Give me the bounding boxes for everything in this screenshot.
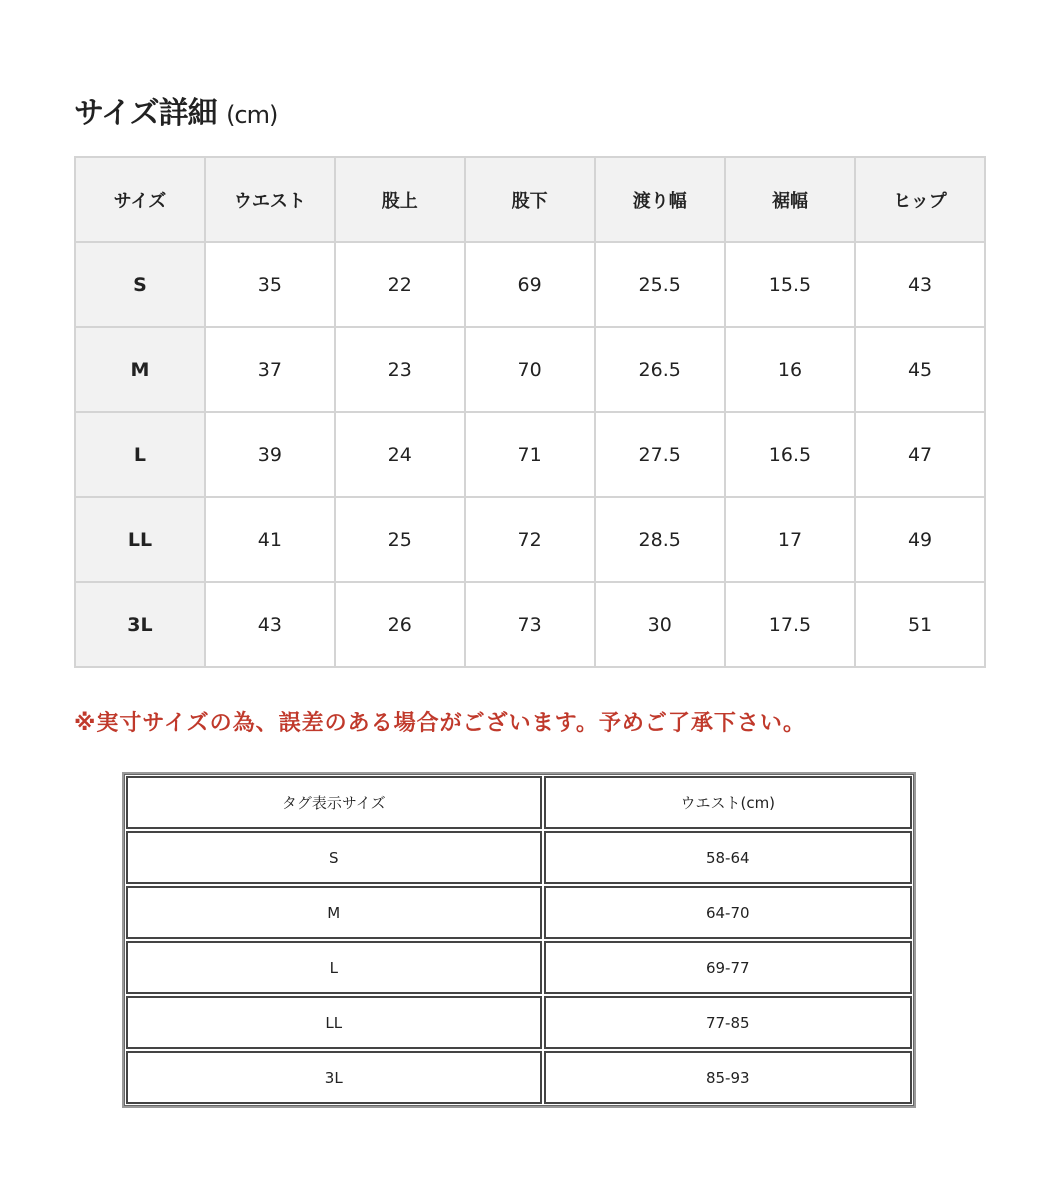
table-header-row [75,157,985,242]
table-cell: 64-70 [544,886,912,939]
size-label-cell: S [75,242,205,327]
table-row [75,242,985,327]
table-cell: 35 [205,242,335,327]
table-cell: L [126,941,542,994]
table-cell: 49 [855,497,985,582]
header-cell: 股上 [335,157,465,242]
table-cell: 27.5 [595,412,725,497]
table-cell: 24 [335,412,465,497]
table-cell: 30 [595,582,725,667]
table-cell: 41 [205,497,335,582]
header-cell: サイズ [75,157,205,242]
table-cell: 25 [335,497,465,582]
table-cell: 69-77 [544,941,912,994]
table-row [126,886,912,939]
table-header-row [126,776,912,829]
table-cell: 71 [465,412,595,497]
table-cell: 45 [855,327,985,412]
size-label-cell: L [75,412,205,497]
table-cell: 72 [465,497,595,582]
header-cell: ウエスト(cm) [544,776,912,829]
table-cell: 77-85 [544,996,912,1049]
table-cell: 15.5 [725,242,855,327]
header-cell: ウエスト [205,157,335,242]
table-cell: 51 [855,582,985,667]
table-cell: 69 [465,242,595,327]
table-row [75,582,985,667]
table-cell: 58-64 [544,831,912,884]
table-cell: M [126,886,542,939]
table-cell: 70 [465,327,595,412]
table-row [75,327,985,412]
table-cell: 25.5 [595,242,725,327]
size-label-cell: LL [75,497,205,582]
table-cell: 73 [465,582,595,667]
header-cell: 股下 [465,157,595,242]
table-cell: 39 [205,412,335,497]
table-cell: 17.5 [725,582,855,667]
table-cell: 23 [335,327,465,412]
size-detail-table [74,156,986,668]
table-cell: 47 [855,412,985,497]
table-cell: LL [126,996,542,1049]
size-label-cell: M [75,327,205,412]
header-cell: ヒップ [855,157,985,242]
header-cell: タグ表示サイズ [126,776,542,829]
table-cell: 85-93 [544,1051,912,1104]
table-cell: 28.5 [595,497,725,582]
table-row [126,1051,912,1104]
table-cell: 16.5 [725,412,855,497]
size-label-cell: 3L [75,582,205,667]
table-cell: 3L [126,1051,542,1104]
table-row [126,941,912,994]
table-cell: 26 [335,582,465,667]
title-text: サイズ詳細 [74,96,217,131]
table-cell: 43 [855,242,985,327]
table-row [126,831,912,884]
header-cell: 裾幅 [725,157,855,242]
title-unit: (cm) [226,101,278,129]
table-row [126,996,912,1049]
page-title [74,88,277,132]
table-cell: 43 [205,582,335,667]
tag-size-table [124,774,914,1106]
tag-size-table-frame [122,772,916,1108]
table-row [75,497,985,582]
table-cell: 17 [725,497,855,582]
table-row [75,412,985,497]
table-cell: 16 [725,327,855,412]
measurement-note: ※実寸サイズの為、誤差のある場合がございます。予めご了承下さい。 [74,711,806,736]
header-cell: 渡り幅 [595,157,725,242]
table-cell: 26.5 [595,327,725,412]
table-cell: 22 [335,242,465,327]
table-cell: 37 [205,327,335,412]
table-cell: S [126,831,542,884]
